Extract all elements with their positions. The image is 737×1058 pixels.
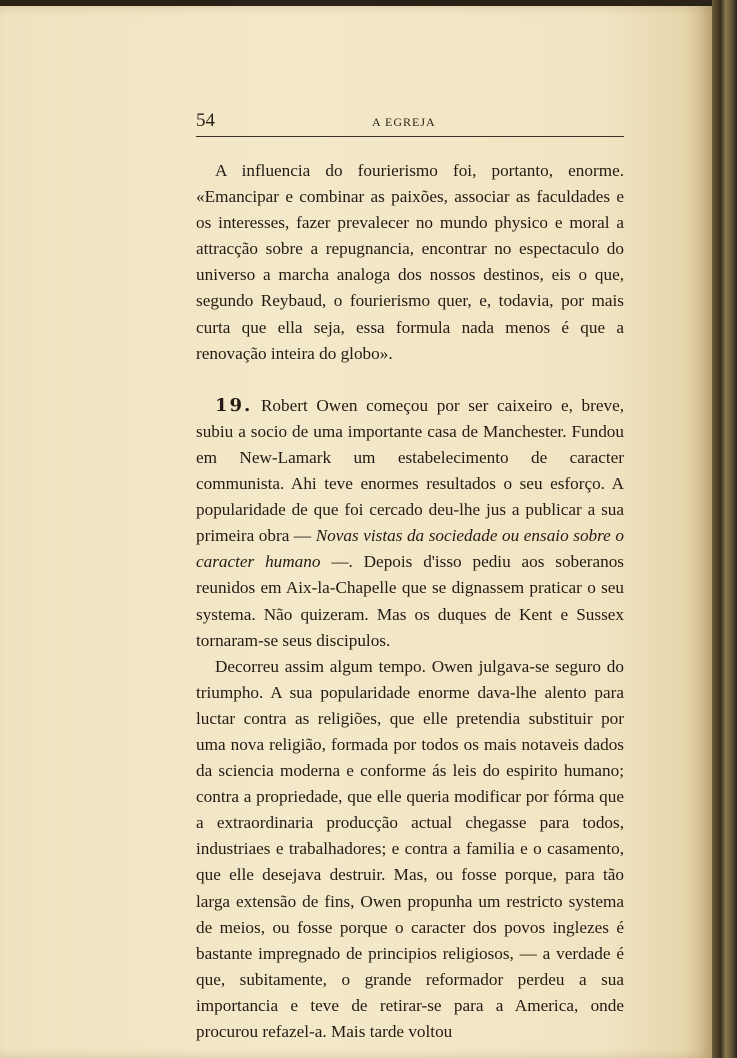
book-page xyxy=(0,6,712,1058)
page-header xyxy=(196,110,624,137)
page-number: 54 xyxy=(196,110,215,131)
paragraph-fourierismo: A influencia do fourierismo foi, portanto, enorme. «Emancipar e combinar as paixões, associar as faculdades e os interesses, fazer prevalecer no mundo physico e moral a attracção sobre a repugnancia, encontrar no espectaculo do universo a marcha analoga dos nossos destinos, eis o que, segundo Reybaud, o fourierismo quer, e, todavia, por mais curta que ella seja, essa formula nada menos é que a renovação inteira do globo». xyxy=(196,161,624,363)
paragraph-owen: Decorreu assim algum tempo. Owen julgava-se seguro do triumpho. A sua popularidade enorme dava-lhe alento para luctar contra as religiões, que elle pretendia substituir por uma nova religião, formada por todos os mais notaveis dados da sciencia moderna e conforme ás leis do espirito humano; contra a propriedade, que elle queria modificar por fórma que a extraordinaria producção actual chegasse para todos, industriaes e trabalhadores; e contra a familia e o casamento, que elle desejava destruir. Mas, ou fosse porque, para tão larga extensão de fins, Owen propunha um restricto systema de meios, ou fosse porque o caracter dos povos inglezes é bastante impregnado de principios religiosos, — a verdade é que, subitamente, o grande reformador perdeu a sua importancia e teve de retirar-se para a America, onde procurou refazel-a. Mais tarde voltou xyxy=(196,656,624,1041)
book-title: Novas vistas da sociedade ou ensaio sobre o caracter humano xyxy=(196,526,624,572)
paragraph-text: —. Depois d'isso pediu aos soberanos reunidos em Aix-la-Chapelle que se dignassem praticar o seu systema. Não quizeram. Mas os duques de Kent e Sussex tornaram-se seus discipulos. xyxy=(196,552,625,650)
book-binding-edge xyxy=(712,0,737,1058)
section-number: 19. xyxy=(215,394,253,416)
running-head: A EGREJA xyxy=(372,115,436,129)
paragraph-text: Robert Owen começou por ser caixeiro e, breve, subiu a socio de uma importante casa de Manchester. Fundou em New-Lamark um estabelecimento de caracter communista. Ahi teve enormes resultados o seu esforço. A popularidade de que foi cercado deu-lhe jus a publicar a sua primeira obra — xyxy=(196,395,624,546)
paragraph-section-19 xyxy=(196,393,624,654)
body-text xyxy=(196,158,624,1045)
